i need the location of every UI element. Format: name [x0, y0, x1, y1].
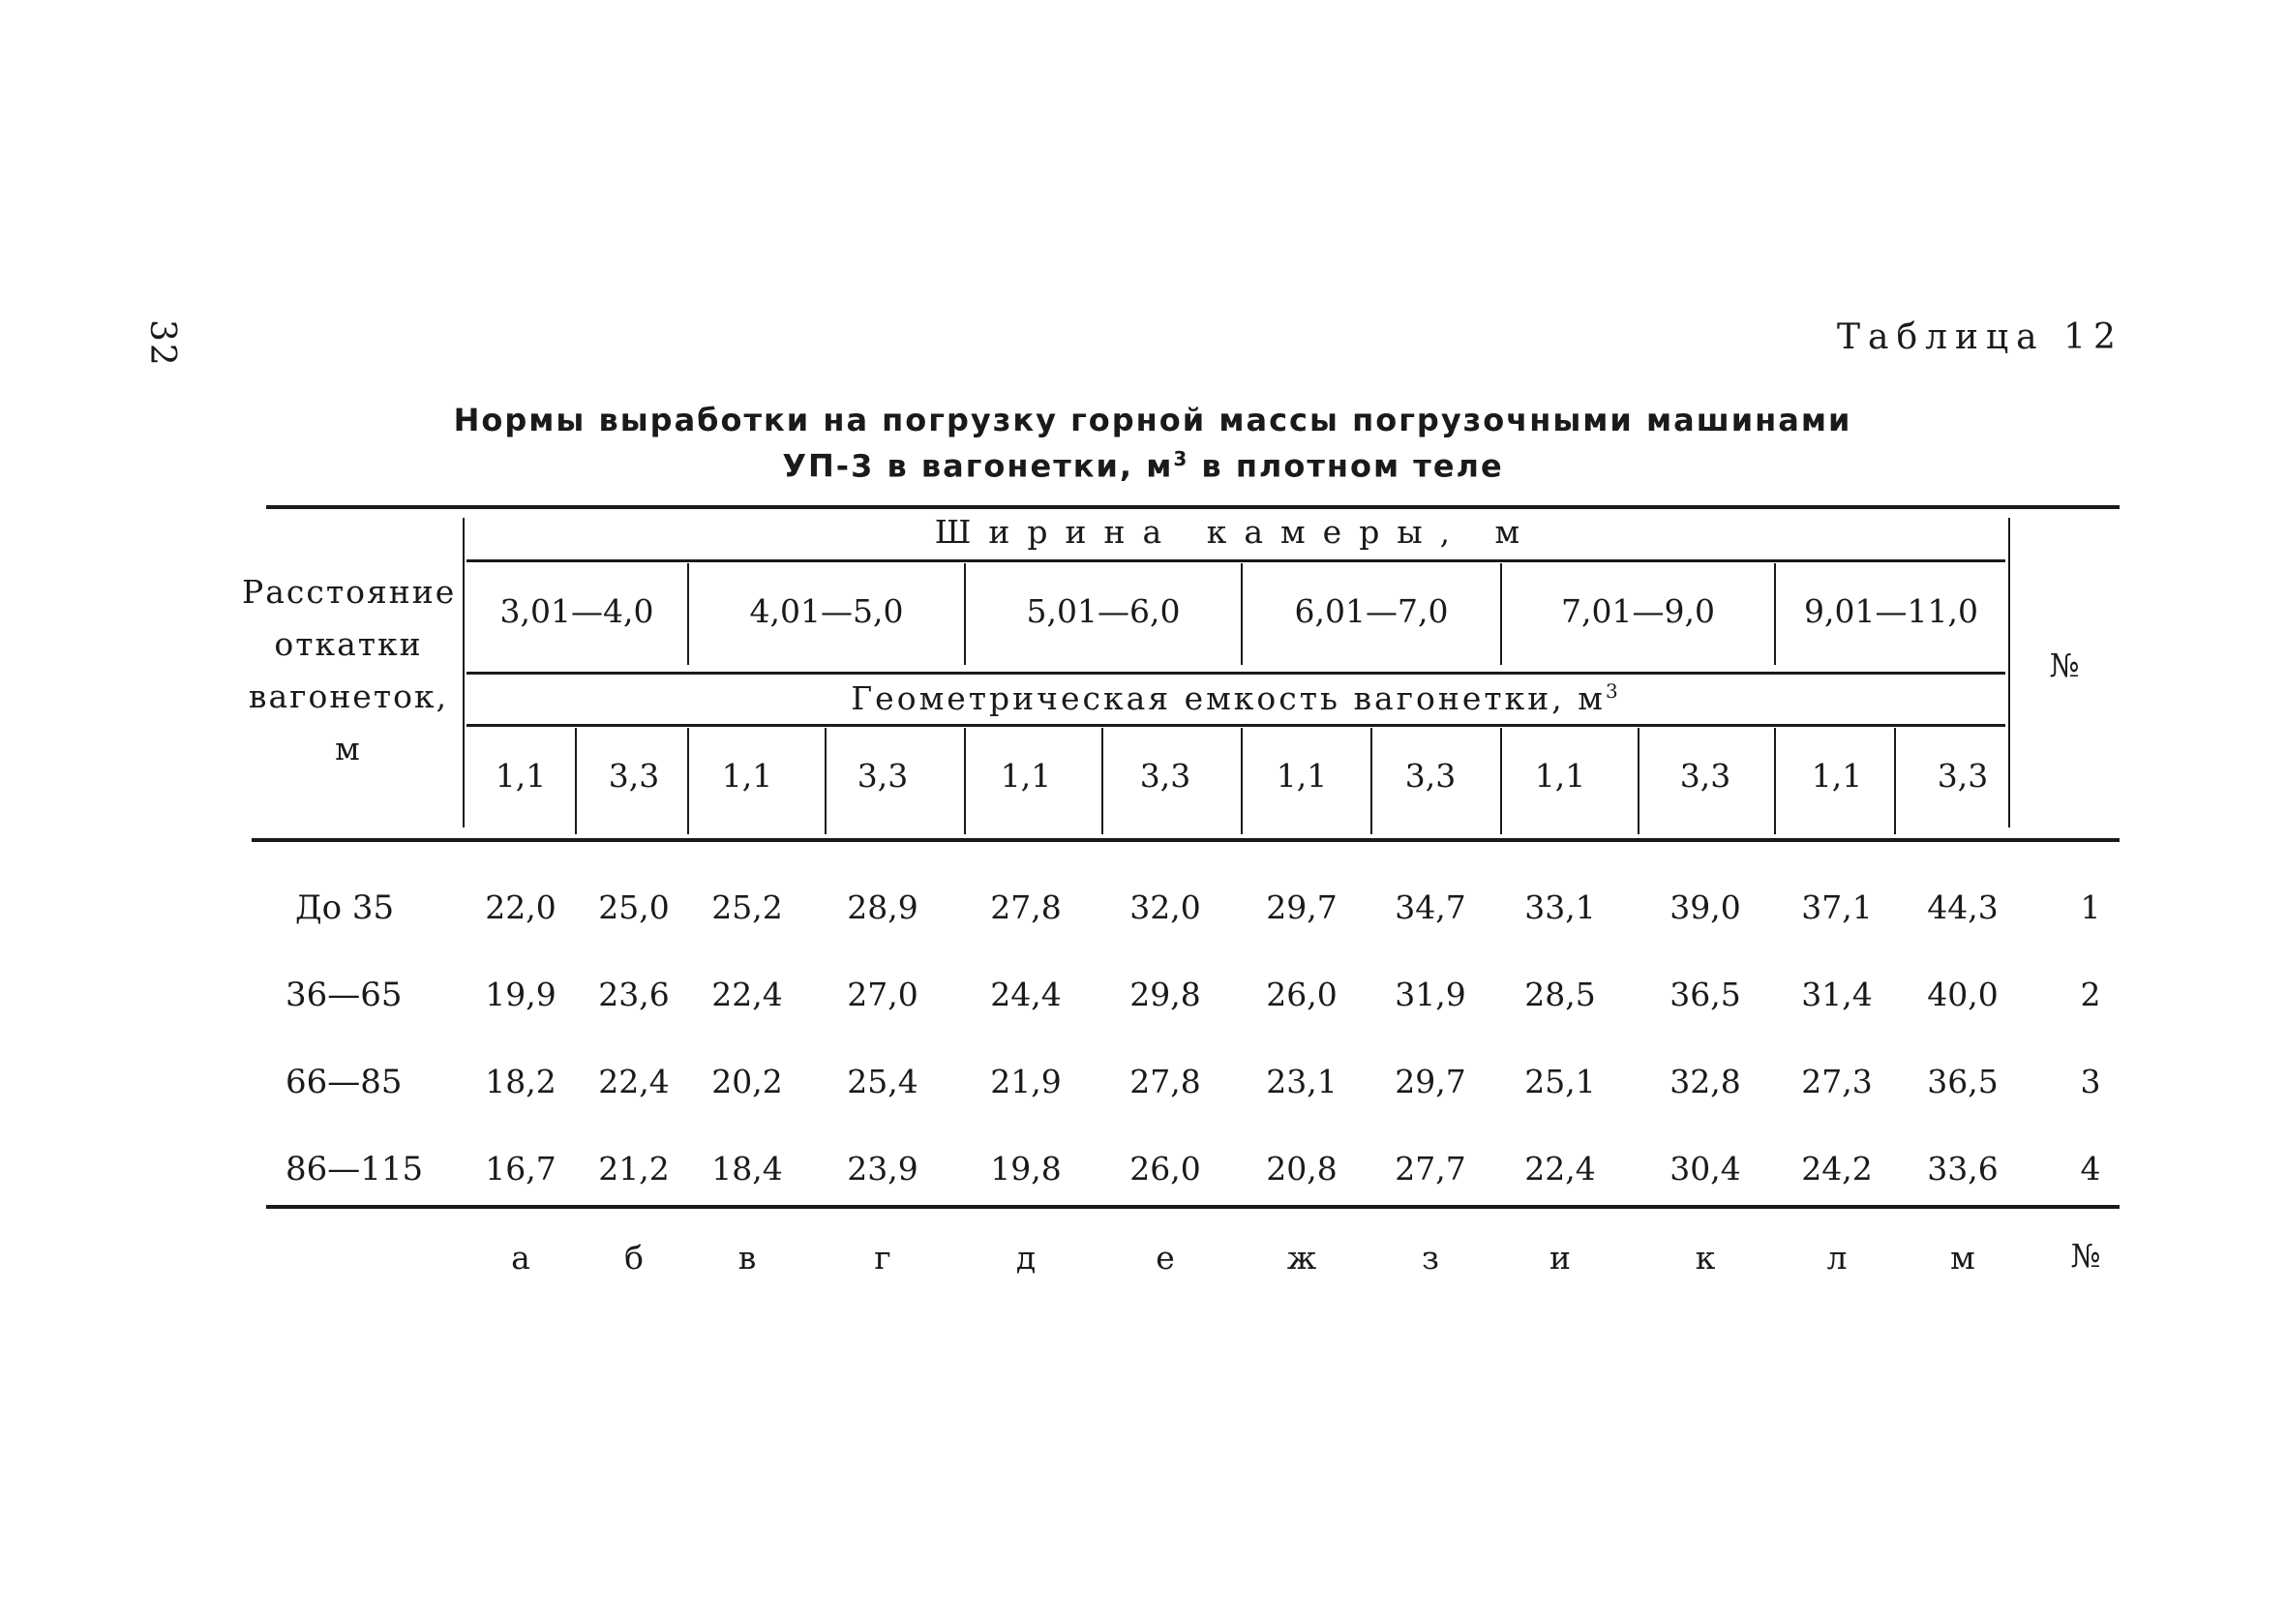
width-range-header: 5,01—6,0 — [1026, 592, 1181, 630]
body-bottom-rule — [266, 1205, 2120, 1209]
capacity-header: 1,1 — [1811, 757, 1863, 795]
column-letter: и — [1549, 1239, 1571, 1277]
table-cell: 40,0 — [1927, 976, 1999, 1013]
table-cell: 29,8 — [1129, 976, 1201, 1013]
table-cell: 23,1 — [1266, 1063, 1338, 1100]
table-cell: 33,1 — [1524, 888, 1596, 926]
table-cell: 36,5 — [1669, 976, 1741, 1013]
capacity-header: 3,3 — [1679, 757, 1731, 795]
table-cell: 25,0 — [598, 888, 670, 926]
width-range-header: 7,01—9,0 — [1561, 592, 1715, 630]
capacity-header: 3,3 — [1937, 757, 1989, 795]
table-cell: 30,4 — [1669, 1150, 1741, 1188]
table-cell: 27,8 — [990, 888, 1062, 926]
title-line-2-suffix: в плотном теле — [1188, 447, 1504, 485]
table-cell: 32,0 — [1129, 888, 1201, 926]
column-letter: в — [737, 1239, 757, 1277]
table-cell: 27,7 — [1395, 1150, 1466, 1188]
capacity-divider — [1638, 728, 1639, 834]
column-letter: г — [874, 1239, 891, 1277]
capacity-title-text: Геометрическая емкость вагонетки, м — [851, 679, 1606, 717]
table-cell: 16,7 — [485, 1150, 556, 1188]
capacity-divider — [964, 728, 966, 834]
table-title — [0, 401, 2286, 486]
table-cell: 39,0 — [1669, 888, 1741, 926]
table-cell: 18,4 — [711, 1150, 783, 1188]
capacity-title-rule — [466, 724, 2005, 727]
width-title: Ширина камеры, м — [934, 513, 1538, 551]
row-number: 3 — [2080, 1063, 2101, 1100]
table-cell: 22,0 — [485, 888, 556, 926]
table-cell: 25,4 — [847, 1063, 918, 1100]
capacity-header: 1,1 — [1276, 757, 1328, 795]
table-cell: 44,3 — [1927, 888, 1999, 926]
table-cell: 27,3 — [1801, 1063, 1873, 1100]
row-number: 1 — [2080, 888, 2101, 926]
capacity-header: 3,3 — [1139, 757, 1191, 795]
capacity-title — [466, 679, 2005, 717]
row-number: 4 — [2080, 1150, 2101, 1188]
capacity-header: 3,3 — [608, 757, 660, 795]
capacity-divider — [1241, 728, 1243, 834]
title-line-1: Нормы выработки на погрузку горной массы погрузочными машинами — [453, 402, 1852, 438]
table-cell: 24,4 — [990, 976, 1062, 1013]
table-cell: 20,2 — [711, 1063, 783, 1100]
width-title-rule — [466, 559, 2005, 562]
table-cell: 26,0 — [1266, 976, 1338, 1013]
column-letter: а — [511, 1239, 530, 1277]
row-label: 66—85 — [286, 1063, 403, 1101]
number-col-header: № — [2049, 647, 2080, 684]
column-letter: д — [1015, 1239, 1037, 1277]
table-top-rule — [266, 505, 2120, 509]
table-cell: 34,7 — [1395, 888, 1466, 926]
column-letter: б — [624, 1239, 644, 1277]
header-bottom-rule — [252, 838, 2120, 842]
title-line-2-prefix: УП-3 в вагонетки, м — [782, 447, 1174, 485]
row-label-line: Расстояние — [242, 573, 457, 611]
row-label-header — [242, 566, 455, 775]
title-superscript: 3 — [1173, 447, 1189, 470]
table-cell: 26,0 — [1129, 1150, 1201, 1188]
capacity-header: 3,3 — [857, 757, 909, 795]
table-cell: 23,6 — [598, 976, 670, 1013]
capacity-header: 1,1 — [495, 757, 547, 795]
table-label: Таблица 12 — [1837, 317, 2123, 357]
table-cell: 20,8 — [1266, 1150, 1338, 1188]
row-label: 86—115 — [286, 1150, 424, 1188]
footer-number-col: № — [2070, 1237, 2101, 1275]
width-range-header: 9,01—11,0 — [1804, 592, 1978, 630]
table-cell: 22,4 — [1524, 1150, 1596, 1188]
column-letter: ж — [1286, 1239, 1317, 1277]
table-cell: 22,4 — [598, 1063, 670, 1100]
row-label: 36—65 — [286, 976, 403, 1014]
table-cell: 28,5 — [1524, 976, 1596, 1013]
table-cell: 21,9 — [990, 1063, 1062, 1100]
capacity-divider — [1774, 728, 1776, 834]
table-cell: 21,2 — [598, 1150, 670, 1188]
width-ranges-rule — [466, 672, 2005, 675]
capacity-superscript: 3 — [1605, 679, 1621, 703]
table-cell: 29,7 — [1395, 1063, 1466, 1100]
capacity-header: 1,1 — [1534, 757, 1586, 795]
table-cell: 33,6 — [1927, 1150, 1999, 1188]
table-cell: 27,8 — [1129, 1063, 1201, 1100]
table-cell: 31,4 — [1801, 976, 1873, 1013]
table-cell: 29,7 — [1266, 888, 1338, 926]
capacity-header: 1,1 — [721, 757, 773, 795]
width-range-header: 6,01—7,0 — [1294, 592, 1449, 630]
table-cell: 27,0 — [847, 976, 918, 1013]
table-cell: 19,8 — [990, 1150, 1062, 1188]
table-cell: 22,4 — [711, 976, 783, 1013]
capacity-divider — [1101, 728, 1103, 834]
title-line-2 — [0, 439, 2286, 486]
table-cell: 25,1 — [1524, 1063, 1596, 1100]
row-label: До 35 — [295, 888, 395, 927]
table-cell: 37,1 — [1801, 888, 1873, 926]
width-range-header: 3,01—4,0 — [499, 592, 654, 630]
page-number: 32 — [142, 319, 182, 368]
column-letter: е — [1156, 1239, 1175, 1277]
table-cell: 23,9 — [847, 1150, 918, 1188]
table-cell: 18,2 — [485, 1063, 556, 1100]
table-cell: 25,2 — [711, 888, 783, 926]
table-cell: 36,5 — [1927, 1063, 1999, 1100]
table-cell: 19,9 — [485, 976, 556, 1013]
table-cell: 28,9 — [847, 888, 918, 926]
row-label-line: откатки — [274, 625, 423, 663]
width-range-header: 4,01—5,0 — [749, 592, 904, 630]
table-cell: 24,2 — [1801, 1150, 1873, 1188]
table-cell: 32,8 — [1669, 1063, 1741, 1100]
column-letter: к — [1695, 1239, 1716, 1277]
row-label-line: вагонеток, — [248, 677, 449, 715]
column-letter: л — [1826, 1239, 1848, 1277]
row-number: 2 — [2080, 976, 2101, 1013]
column-letter: з — [1422, 1239, 1439, 1277]
row-label-line: м — [335, 730, 362, 767]
table-cell: 31,9 — [1395, 976, 1466, 1013]
column-letter: м — [1950, 1239, 1975, 1277]
capacity-header: 1,1 — [1000, 757, 1052, 795]
capacity-header: 3,3 — [1404, 757, 1457, 795]
